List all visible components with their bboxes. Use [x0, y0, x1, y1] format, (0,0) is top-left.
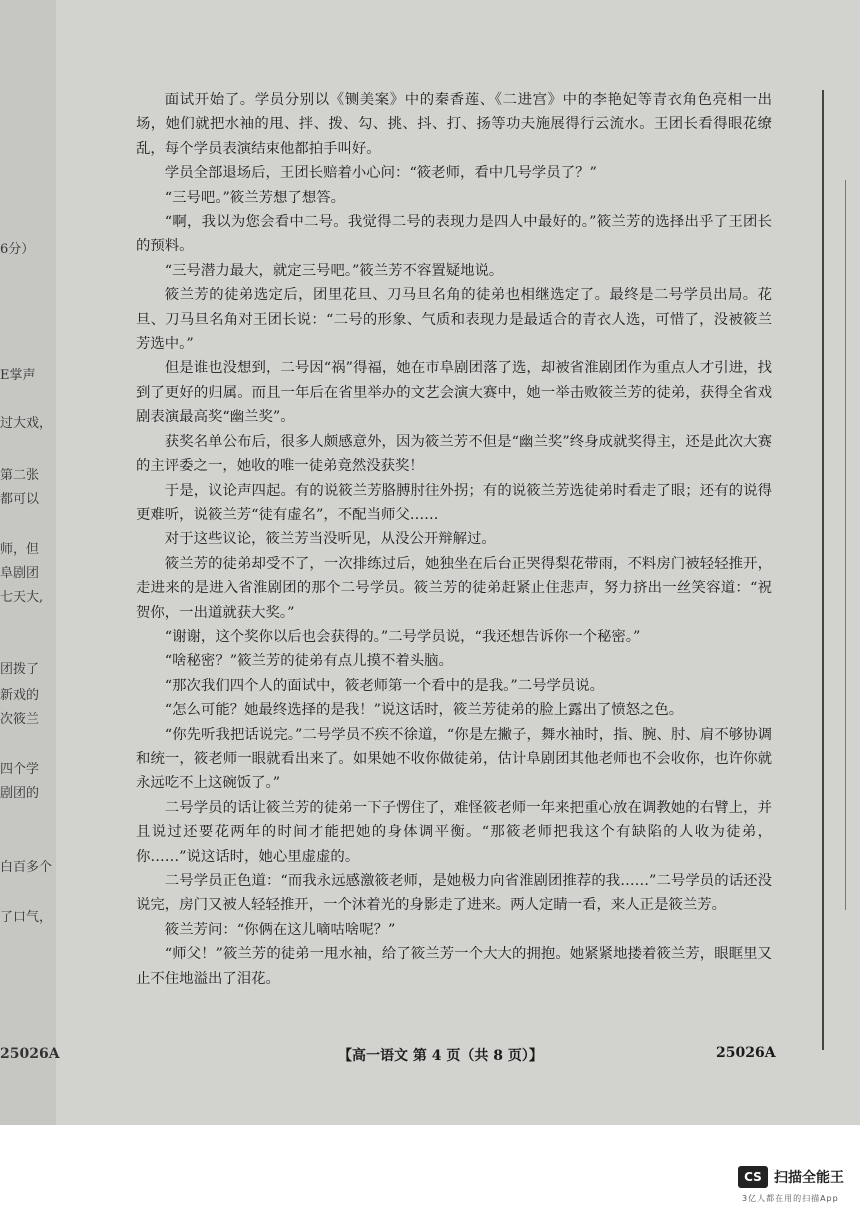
paragraph: 筱兰芳的徒弟却受不了，一次排练过后，她独坐在后台正哭得梨花带雨，不料房门被轻轻推开，走进来的是进入省淮剧团的那个二号学员。筱兰芳的徒弟赶紧止住悲声，努力挤出一丝笑容道：“祝贺你，一出道就获大奖。”	[136, 555, 772, 621]
paragraph: 二号学员的话让筱兰芳的徒弟一下子愣住了，难怪筱老师一年来把重心放在调教她的右臂上，并且说过还要花两年的时间才能把她的身体调平衡。“那筱老师把我这个有缺陷的人收为徒弟，你……”说这话时，她心里虚虚的。	[136, 799, 772, 865]
paragraph: 面试开始了。学员分别以《铡美案》中的秦香莲、《二进宫》中的李艳妃等青衣角色亮相一出场，她们就把水袖的甩、拌、拨、勾、挑、抖、打、扬等功夫施展得行云流水。王团长看得眼花缭乱，每个学员表演结束他都拍手叫好。	[136, 92, 772, 157]
left-fragment: 七天大,	[0, 590, 44, 605]
paragraph: 于是，议论声四起。有的说筱兰芳胳膊肘往外拐；有的说筱兰芳选徒弟时看走了眼；还有的说得更难听，说筱兰芳“徒有虚名”，不配当师父……	[136, 482, 772, 523]
left-fragment: 过大戏，	[0, 416, 53, 431]
cs-logo-icon: CS	[738, 1166, 768, 1188]
paragraph: “怎么可能？她最终选择的是我！”说这话时，筱兰芳徒弟的脸上露出了愤怒之色。	[164, 702, 684, 719]
left-fragment: 团拨了	[0, 662, 40, 677]
story-text	[136, 88, 772, 991]
left-fragment: 了口气，	[0, 910, 53, 925]
left-fragment: 新戏的	[0, 688, 40, 703]
margin-rule-thin	[845, 180, 846, 910]
left-fragment: E掌声	[0, 368, 36, 383]
left-fragment: 都可以	[0, 492, 40, 507]
left-fragment: 白百多个	[0, 860, 53, 875]
left-fragment: 6分）	[0, 242, 35, 257]
margin-rule	[822, 90, 824, 1050]
paragraph: 获奖名单公布后，很多人颇感意外，因为筱兰芳不但是“幽兰奖”终身成就奖得主，还是此次大赛的主评委之一，她收的唯一徒弟竟然没获奖！	[136, 433, 772, 475]
page-number: 【高一语文 第 4 页（共 8 页）】	[338, 1048, 543, 1064]
brand-name: 扫描全能王	[774, 1170, 844, 1186]
left-fragment: 阜剧团	[0, 566, 40, 581]
left-fragment: 第二张	[0, 468, 40, 483]
paragraph: “啥秘密？”筱兰芳的徒弟有点儿摸不着头脑。	[164, 653, 453, 670]
left-fragment: 剧团的	[0, 786, 40, 801]
paragraph: “三号吧。”筱兰芳想了想答。	[164, 189, 345, 206]
paragraph: “三号潜力最大，就定三号吧。”筱兰芳不容置疑地说。	[164, 262, 504, 279]
paragraph: 筱兰芳问：“你俩在这儿嘀咕啥呢？”	[164, 921, 396, 938]
paragraph: 但是谁也没想到，二号因“祸”得福，她在市阜剧团落了选，却被省淮剧团作为重点人才引进，找到了更好的归属。而且一年后在省里举办的文艺会演大赛中，她一举击败筱兰芳的徒弟，获得全省戏剧表演最高奖“幽兰奖”。	[136, 360, 772, 426]
left-fragment: 四个学	[0, 762, 40, 777]
left-fragment: 次筱兰	[0, 712, 40, 727]
paragraph: “你先听我把话说完。”二号学员不疾不徐道，“你是左撇子，舞水袖时，指、腕、肘、肩不够协调和统一，筱老师一眼就看出来了。如果她不收你做徒弟，估计阜剧团其他老师也不会收你，也许你就永远吃不上这碗饭了。”	[136, 726, 772, 792]
paragraph: 二号学员正色道：“而我永远感激筱老师，是她极力向省淮剧团推荐的我……”二号学员的话还没说完，房门又被人轻轻推开，一个沐着光的身影走了进来。两人定睛一看，来人正是筱兰芳。	[136, 873, 772, 914]
paragraph: 筱兰芳的徒弟选定后，团里花旦、刀马旦名角的徒弟也相继选定了。最终是二号学员出局。花旦、刀马旦名角对王团长说：“二号的形象、气质和表现力是最适合的青衣人选，可惜了，没被筱兰芳选中。”	[136, 287, 772, 353]
brand-tagline: 3亿人都在用的扫描App	[742, 1194, 839, 1203]
left-fragment: 师，但	[0, 542, 40, 557]
paragraph: “啊，我以为您会看中二号。我觉得二号的表现力是四人中最好的。”筱兰芳的选择出乎了王团长的预料。	[136, 214, 772, 255]
paragraph: “师父！”筱兰芳的徒弟一甩水袖，给了筱兰芳一个大大的拥抱。她紧紧地搂着筱兰芳，眼眶里又止不住地溢出了泪花。	[136, 946, 772, 987]
paragraph: 学员全部退场后，王团长赔着小心问：“筱老师，看中几号学员了？”	[164, 165, 597, 182]
paragraph: 对于这些议论，筱兰芳当没听见，从没公开辩解过。	[164, 531, 496, 548]
paragraph: “谢谢，这个奖你以后也会获得的。”二号学员说，“我还想告诉你一个秘密。”	[164, 628, 641, 645]
paragraph: “那次我们四个人的面试中，筱老师第一个看中的是我。”二号学员说。	[164, 677, 605, 694]
left-code: 25026A	[0, 1046, 60, 1062]
paper-code: 25026A	[716, 1045, 776, 1061]
